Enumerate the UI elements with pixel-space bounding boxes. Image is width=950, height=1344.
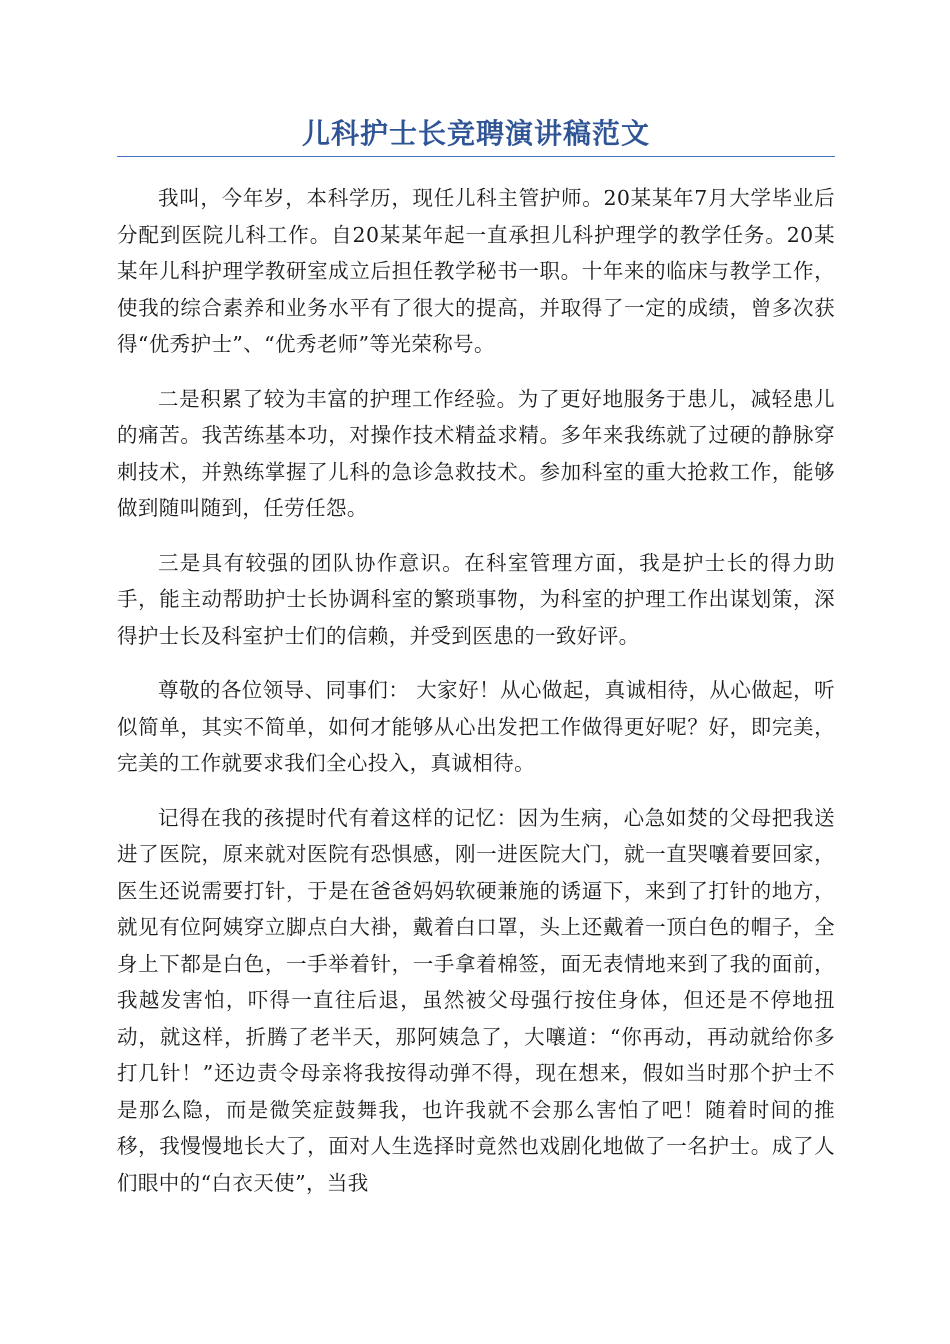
- paragraph-childhood-memory: 记得在我的孩提时代有着这样的记忆：因为生病，心急如焚的父母把我送进了医院，原来就对医院有恐惧感，刚一进医院大门，就一直哭嚷着要回家，医生还说需要打针，于是在爸爸妈妈软硬兼施的诱逼下，来到了打针的地方，就见有位阿姨穿立脚点白大褂，戴着白口罩，头上还戴着一顶白色的帽子，全身上下都是白色，一手举着针，一手拿着棉签，面无表情地来到了我的面前，我越发害怕，吓得一直往后退，虽然被父母强行按住身体，但还是不停地扭动，就这样，折腾了老半天，那阿姨急了，大嚷道：“你再动，再动就给你多打几针！”还边责令母亲将我按得动弹不得，现在想来，假如当时那个护士不是那么隐，而是微笑症鼓舞我，也许我就不会那么害怕了吧！随着时间的推移，我慢慢地长大了，面对人生选择时竟然也戏剧化地做了一名护士。成了人们眼中的“白衣天使”，当我: [117, 805, 835, 1195]
- title-underline: [117, 156, 835, 157]
- document-title: 儿科护士长竞聘演讲稿范文: [301, 117, 650, 150]
- paragraph-teamwork: 三是具有较强的团队协作意识。在科室管理方面，我是护士长的得力助手，能主动帮助护士长协调科室的繁琐事物，为科室的护理工作出谋划策，深得护士长及科室护士们的信赖，并受到医患的一致好评。: [117, 550, 835, 648]
- paragraph-introduction: 我叫，今年岁，本科学历，现任儿科主管护师。20某某年7月大学毕业后分配到医院儿科工作。自20某某年起一直承担儿科护理学的教学任务。20某某年儿科护理学教研室成立后担任教学秘书一职。十年来的临床与教学工作，使我的综合素养和业务水平有了很大的提高，并取得了一定的成绩，曾多次获得“优秀护士”、“优秀老师”等光荣称号。: [117, 186, 835, 356]
- document-page: [117, 0, 835, 1201]
- paragraph-greeting: 尊敬的各位领导、同事们： 大家好！从心做起，真诚相待，从心做起，听似简单，其实不简单，如何才能够从心出发把工作做得更好呢？好，即完美，完美的工作就要求我们全心投入，真诚相待。: [117, 678, 835, 775]
- paragraph-nursing-experience: 二是积累了较为丰富的护理工作经验。为了更好地服务于患儿，减轻患儿的痛苦。我苦练基本功，对操作技术精益求精。多年来我练就了过硬的静脉穿刺技术，并熟练掌握了儿科的急诊急救技术。参加科室的重大抢救工作，能够做到随叫随到，任劳任怨。: [117, 386, 835, 520]
